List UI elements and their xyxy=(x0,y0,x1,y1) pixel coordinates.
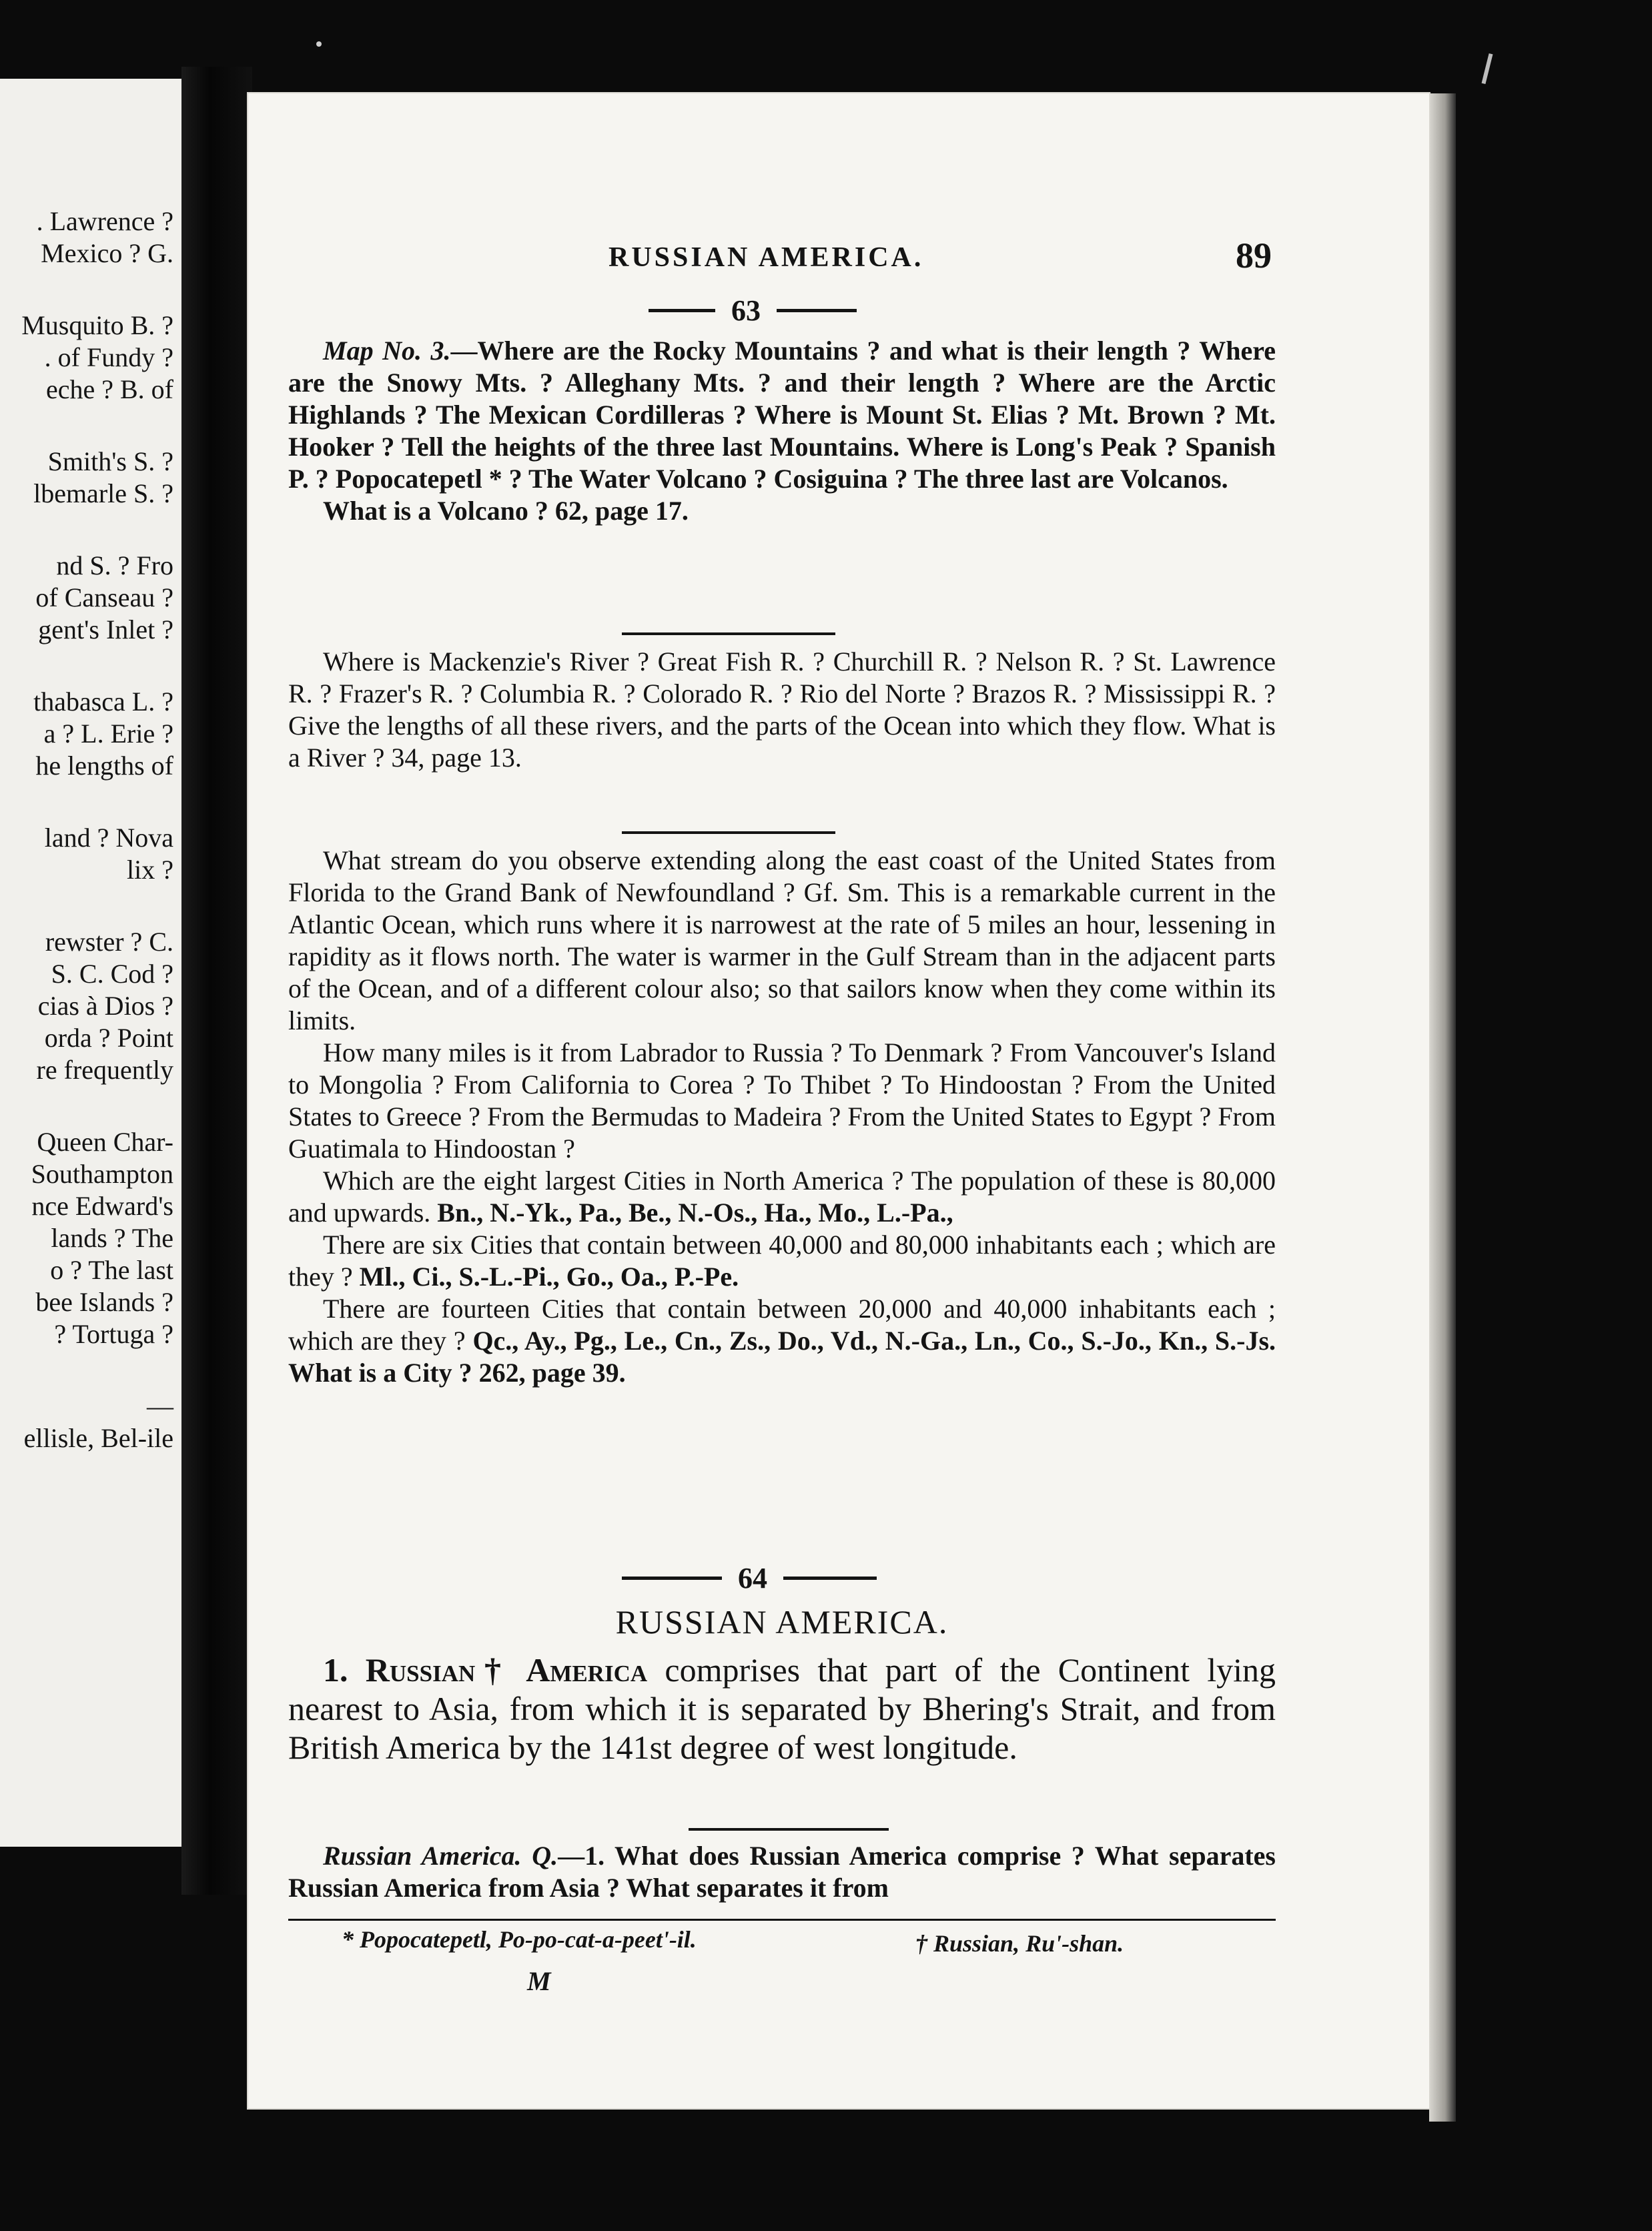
gulf-stream-block xyxy=(288,845,1276,1389)
previous-page-line: . of Fundy ? xyxy=(44,342,173,372)
footnote-popocatepetl-text: * Popocatepetl, Po-po-cat-a-peet'-il. xyxy=(342,1926,697,1953)
previous-page-line: Smith's S. ? xyxy=(47,446,173,476)
largest-cities-question: Which are the eight largest Cities in North America ? The population of these is 80,000 and upwards. xyxy=(288,1166,1276,1228)
previous-page-line: ellisle, Bel-ile xyxy=(23,1423,173,1453)
page-edge xyxy=(1429,93,1456,2122)
previous-page-fragment xyxy=(0,79,181,1847)
previous-page-line: lands ? The xyxy=(51,1223,173,1253)
section-rule-left xyxy=(649,309,715,312)
previous-page-line: ? Tortuga ? xyxy=(54,1319,173,1349)
section-rule-right xyxy=(783,1577,877,1580)
volcano-question: What is a Volcano ? 62, page 17. xyxy=(323,496,689,526)
footnote-russian-text: † Russian, Ru'-shan. xyxy=(915,1930,1124,1957)
previous-page-line: Queen Char- xyxy=(37,1127,173,1157)
previous-page-line: Musquito B. ? xyxy=(21,310,173,340)
fourteen-cities-question: There are fourteen Cities that contain between 20,000 and 40,000 inhabitants each ; which are they ? xyxy=(288,1294,1276,1356)
scan-speck xyxy=(316,41,322,47)
previous-page-line: lix ? xyxy=(127,855,173,885)
footnote-popocatepetl xyxy=(342,1925,697,1953)
previous-page-line: rewster ? C. xyxy=(45,927,173,957)
previous-page-line: lbemarle S. ? xyxy=(33,478,173,508)
previous-page-line: a ? L. Erie ? xyxy=(43,719,173,749)
distances-questions: How many miles is it from Labrador to Russia ? To Denmark ? From Vancouver's Island to Mongolia ? From California to Corea ? To Thibet ? To Hindoostan ? From the United States to Greece ? From the Bermudas to Madeira ? From the United States to Egypt ? From Guatimala to Hindoostan ? xyxy=(288,1037,1276,1164)
rivers-block xyxy=(288,646,1276,774)
section-64-questions xyxy=(288,1840,1276,1904)
previous-page-line: re frequently xyxy=(36,1055,173,1085)
signature-mark: M xyxy=(527,1966,551,1996)
section-64-questions-block xyxy=(288,1840,1276,1904)
previous-page-line: of Canseau ? xyxy=(35,582,173,612)
paragraph-number: 1. xyxy=(323,1651,348,1689)
previous-page-line: Mexico ? G. xyxy=(41,238,173,268)
book-gutter-shadow xyxy=(181,67,252,1895)
section-rule-right xyxy=(777,309,857,312)
previous-page-line: thabasca L. ? xyxy=(33,687,173,717)
running-head: RUSSIAN AMERICA. xyxy=(608,242,924,273)
gulf-stream-text: What stream do you observe extending along the east coast of the United States from Florida to the Grand Bank of Newfoundland ? Gf. Sm. This is a remarkable current in the Atlantic Ocean, which runs where it is narrowest at the rate of 5 miles an hour, lessening in rapidity as it flows north. The water is warmer in the Gulf Stream than in the adjacent parts of the Ocean, and of a different colour also; so that sailors know when they come within its limits. xyxy=(288,845,1276,1035)
previous-page-line: cias à Dios ? xyxy=(37,991,173,1021)
previous-page-line: . Lawrence ? xyxy=(36,206,173,236)
separator-rule xyxy=(622,632,835,635)
previous-page-line: orda ? Point xyxy=(44,1023,173,1053)
six-cities xyxy=(288,1229,1276,1293)
fourteen-cities xyxy=(288,1293,1276,1389)
previous-page-line: land ? Nova xyxy=(44,823,173,853)
book-page xyxy=(248,93,1429,2108)
scan-mark xyxy=(1482,53,1493,84)
previous-page-line: nce Edward's xyxy=(31,1191,173,1221)
page-number: 89 xyxy=(1236,236,1272,276)
separator-rule xyxy=(689,1828,889,1831)
section-rule-left xyxy=(622,1577,722,1580)
footnote-rule xyxy=(288,1919,1276,1921)
question-label: Russian America. Q. xyxy=(323,1841,558,1871)
previous-page-line: — xyxy=(147,1391,173,1421)
section-64-paragraph xyxy=(288,1651,1276,1767)
map-questions-text: —Where are the Rocky Mountains ? and what is their length ? Where are the Snowy Mts. ? Alleghany Mts. ? and their length ? Where are the Arctic Highlands ? The Mexican Cordilleras ? Where is Mount St. Elias ? Mt. Brown ? Mt. Hooker ? Tell the heights of the three last Mountains. Where is Long's Peak ? Spanish P. ? Popocatepetl * ? The Water Volcano ? Cosiguina ? The three last are Volcanos. xyxy=(288,336,1276,494)
section-63-number: 63 xyxy=(731,294,761,327)
previous-page-line: eche ? B. of xyxy=(45,374,173,404)
city-question: What is a City ? 262, page 39. xyxy=(288,1358,626,1388)
section-63-marker xyxy=(649,294,857,328)
section-title: RUSSIAN AMERICA. xyxy=(615,1603,949,1641)
footnote-russian xyxy=(915,1929,1124,1957)
previous-page-line: he lengths of xyxy=(35,751,173,781)
separator-rule xyxy=(622,831,835,834)
rivers-questions: Where is Mackenzie's River ? Great Fish R. ? Churchill R. ? Nelson R. ? St. Lawrence R. ? Frazer's R. ? Columbia R. ? Colorado R. ? Rio del Norte ? Brazos R. ? Mississippi R. ? Give the lengths of all these rivers, and the parts of the Ocean into which they flow. What is a River ? 34, page 13. xyxy=(288,646,1276,773)
six-cities-answer: Ml., Ci., S.-L.-Pi., Go., Oa., P.-Pe. xyxy=(359,1262,739,1292)
section-64-marker xyxy=(622,1561,877,1595)
previous-page-line: nd S. ? Fro xyxy=(56,550,173,580)
paragraph-lead: Russian† America xyxy=(365,1651,648,1689)
map-questions xyxy=(288,335,1276,495)
previous-page-line: gent's Inlet ? xyxy=(38,614,173,644)
map-questions-block xyxy=(288,335,1276,527)
paragraph-body: comprises that part of the Continent lying nearest to Asia, from which it is separated by Bhering's Strait, and from British America by the 141st degree of west longitude. xyxy=(288,1651,1276,1766)
previous-page-line: Southampton xyxy=(31,1159,173,1189)
map-label: Map No. 3. xyxy=(323,336,451,366)
previous-page-line: o ? The last xyxy=(50,1255,173,1285)
largest-cities xyxy=(288,1165,1276,1229)
six-cities-question: There are six Cities that contain between 40,000 and 80,000 inhabitants each ; which are they ? xyxy=(288,1230,1276,1292)
section-64-number: 64 xyxy=(738,1562,767,1595)
section-64-block xyxy=(288,1603,1276,1767)
fourteen-cities-answer: Qc., Ay., Pg., Le., Cn., Zs., Do., Vd., N.-Ga., Ln., Co., S.-Jo., Kn., S.-Js. xyxy=(472,1326,1276,1356)
previous-page-line: S. C. Cod ? xyxy=(51,959,173,989)
largest-cities-answer: Bn., N.-Yk., Pa., Be., N.-Os., Ha., Mo., L.-Pa., xyxy=(437,1198,953,1228)
question-text: —1. What does Russian America comprise ? What separates Russian America from Asia ? What separates it from xyxy=(288,1841,1276,1903)
previous-page-line: bee Islands ? xyxy=(35,1287,173,1317)
